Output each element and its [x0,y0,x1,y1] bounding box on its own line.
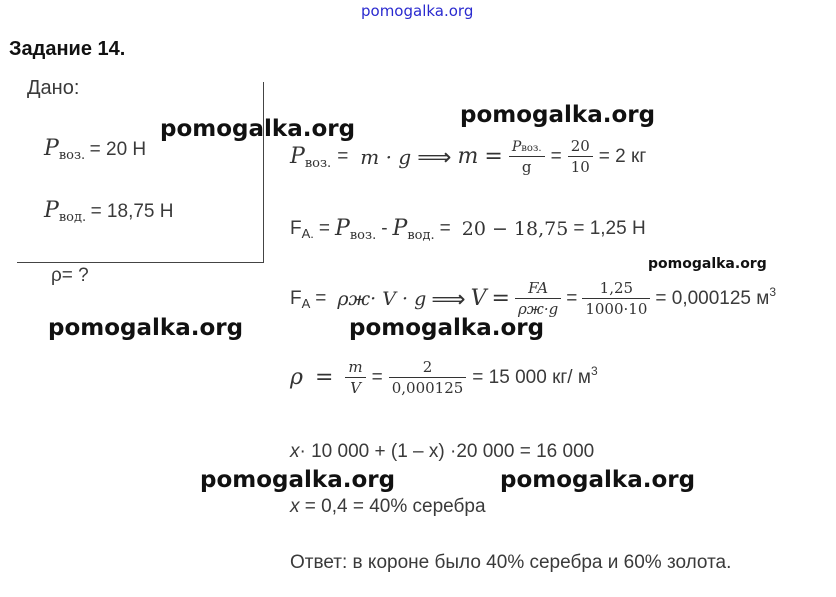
l1-result: = 2 кг [598,145,647,167]
l3-f-sub: A [301,295,311,311]
l4-result-sup: 3 [590,363,598,378]
l1-eq: = [337,145,349,167]
l4-frac1 [345,358,365,397]
given-p-voz-sub: воз. [58,148,86,163]
l2-calc: 20 − 18,75 [461,217,569,240]
l1-frac1-num-sub: воз. [521,143,542,154]
l2-f-sub: A. [301,225,314,241]
solution-line-2 [290,216,646,241]
l3-frac2-den: 1000·10 [585,300,648,318]
l1-frac2-den: 10 [570,158,590,176]
l1-frac1-num: P [511,139,522,155]
l4-rho: ρ [290,365,303,390]
l4-frac1-num: m [345,358,365,378]
l4-frac1-den: V [350,379,361,397]
l6-rest: = 0,4 = 40% серебра [299,496,486,517]
l3-result-sup: 3 [769,284,777,299]
l4-frac2-num: 2 [389,358,467,378]
l1-frac2 [568,137,593,176]
watermark-3: pomogalka.org [648,256,767,272]
watermark-2: pomogalka.org [460,102,656,128]
task-title: Задание 14. [9,38,126,60]
given-p-vod-sub: вод. [58,210,87,225]
watermark-7: pomogalka.org [500,467,696,493]
l3-frac1-num: FA [515,279,561,299]
l4-frac2 [389,358,467,397]
l1-frac2-num: 20 [568,137,593,157]
l3-frac2-num: 1,25 [582,279,650,299]
given-p-voz-symbol: P [44,136,59,161]
l3-result: = 0,000125 м [655,287,770,309]
given-box-horizontal-line [17,262,264,263]
l1-frac1-den: g [521,158,532,176]
l2-eq: = [318,217,331,239]
l6-x: x [290,496,300,517]
l4-frac2-den: 0,000125 [391,379,464,397]
given-p-vod-symbol: P [44,198,59,223]
l3-frac1-den: ρж·g [517,300,559,318]
l5-x: x [290,441,300,462]
watermark-5: pomogalka.org [349,315,545,341]
l5-rest: · 10 000 + (1 – x) ·20 000 = 16 000 [299,441,595,462]
l3-arrow: ⟹ [431,284,466,313]
l3-eq3: = [566,287,578,309]
given-p-voz [44,136,146,161]
l3-frac2 [582,279,650,318]
l3-eq: = [315,287,327,309]
l3-v: V [470,286,487,311]
l1-p: P [290,144,305,169]
l4-eq: = [314,365,334,390]
given-box-vertical-line [263,82,264,263]
l2-f: F [290,217,302,239]
solution-line-4 [290,358,598,397]
l2-eq2: = [439,217,451,239]
given-header: Дано: [27,77,80,99]
l2-p1: P [335,216,350,241]
l3-eq2: = [491,286,510,311]
given-p-vod-value: = 18,75 Н [90,201,174,222]
solution-line-5 [290,441,594,463]
l1-arrow: ⟹ [417,142,452,171]
solution-line-3 [290,279,776,318]
l2-p2-sub: вод. [407,228,435,243]
l2-p2: P [392,216,408,241]
l4-eq2: = [371,366,383,388]
given-p-vod [44,198,173,223]
l2-p1-sub: воз. [349,228,377,243]
l3-f: F [290,287,302,309]
l1-m: m [457,144,479,169]
watermark-1: pomogalka.org [160,116,356,142]
given-p-voz-value: = 20 Н [89,139,147,160]
solution-line-6 [290,496,486,518]
l1-frac1 [509,137,545,176]
watermark-6: pomogalka.org [200,467,396,493]
l1-mg: m · g [360,144,412,169]
solution-line-1 [290,137,646,176]
l1-p-sub: воз. [304,156,332,171]
l1-eq3: = [550,145,562,167]
l3-expr: ρж· V · g [337,287,427,310]
l3-frac1 [515,279,561,318]
l2-minus: - [381,217,388,239]
given-rho-question: ρ= ? [51,265,89,286]
answer-text: Ответ: в короне было 40% серебра и 60% золота. [290,552,732,573]
watermark-4: pomogalka.org [48,315,244,341]
l4-result: = 15 000 кг/ м [472,366,591,388]
l1-eq2: = [484,144,503,169]
watermark-top: pomogalka.org [361,2,474,20]
l2-result: = 1,25 Н [573,217,646,239]
